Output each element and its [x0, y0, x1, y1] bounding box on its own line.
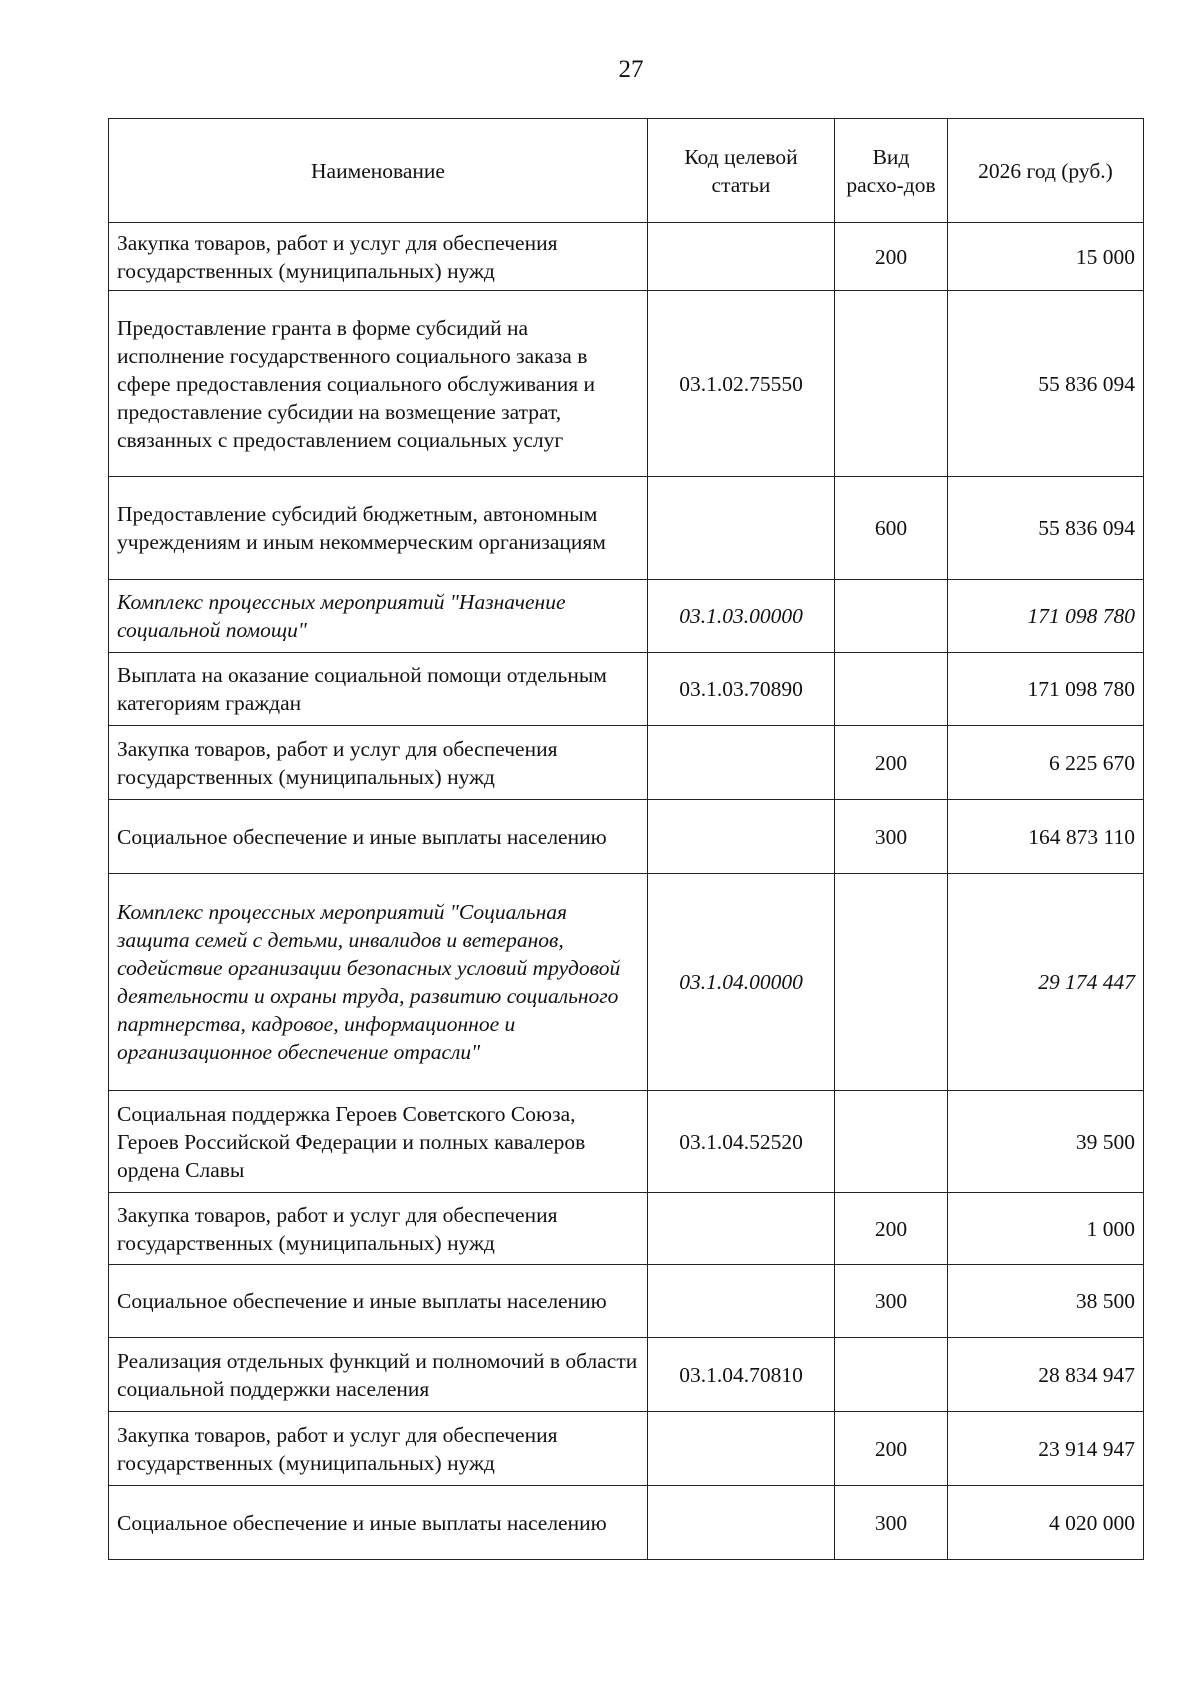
page-number: 27: [618, 56, 644, 83]
row-code: 03.1.04.70810: [648, 1338, 835, 1412]
table-header-row: [109, 119, 1144, 223]
row-name: Выплата на оказание социальной помощи отдельным категориям граждан: [109, 653, 648, 726]
row-code: [648, 1412, 835, 1486]
row-sum: 38 500: [948, 1265, 1144, 1338]
row-name: Предоставление гранта в форме субсидий на исполнение государственного социального заказа в сфере предоставления социального обслуживания и предоставление субсидии на возмещение затрат, связанных с предоставлением социальных услуг: [109, 291, 648, 477]
row-sum: 28 834 947: [948, 1338, 1144, 1412]
row-kind: [835, 874, 948, 1091]
table-row: [109, 223, 1144, 291]
row-code: [648, 800, 835, 874]
table-row: [109, 653, 1144, 726]
row-code: [648, 1486, 835, 1560]
table-row: [109, 1193, 1144, 1265]
table-row: [109, 726, 1144, 800]
row-kind: [835, 580, 948, 653]
table-row: [109, 1412, 1144, 1486]
row-kind: 200: [835, 726, 948, 800]
row-name: Закупка товаров, работ и услуг для обеспечения государственных (муниципальных) нужд: [109, 1412, 648, 1486]
row-sum: 171 098 780: [948, 653, 1144, 726]
row-sum: 23 914 947: [948, 1412, 1144, 1486]
table-row: [109, 800, 1144, 874]
row-kind: 200: [835, 223, 948, 291]
table-row: [109, 1338, 1144, 1412]
row-name: Закупка товаров, работ и услуг для обеспечения государственных (муниципальных) нужд: [109, 726, 648, 800]
row-code: [648, 726, 835, 800]
budget-table: [108, 118, 1144, 1560]
header-name: Наименование: [109, 119, 648, 223]
row-code: [648, 1265, 835, 1338]
table-row: [109, 291, 1144, 477]
row-name: Предоставление субсидий бюджетным, автономным учреждениям и иным некоммерческим организациям: [109, 477, 648, 580]
row-code: [648, 477, 835, 580]
row-sum: 55 836 094: [948, 477, 1144, 580]
row-sum: 15 000: [948, 223, 1144, 291]
header-code: Код целевой статьи: [648, 119, 835, 223]
row-kind: 300: [835, 1486, 948, 1560]
row-sum: 4 020 000: [948, 1486, 1144, 1560]
header-sum: 2026 год (руб.): [948, 119, 1144, 223]
row-name: Социальное обеспечение и иные выплаты населению: [109, 800, 648, 874]
table-row: [109, 1265, 1144, 1338]
row-name: Комплекс процессных мероприятий "Назначение социальной помощи": [109, 580, 648, 653]
row-kind: 200: [835, 1193, 948, 1265]
row-sum: 29 174 447: [948, 874, 1144, 1091]
header-kind: Вид расхо-дов: [835, 119, 948, 223]
row-sum: 164 873 110: [948, 800, 1144, 874]
row-kind: 200: [835, 1412, 948, 1486]
row-kind: [835, 291, 948, 477]
row-kind: 300: [835, 800, 948, 874]
table-row: [109, 1486, 1144, 1560]
row-name: Социальное обеспечение и иные выплаты населению: [109, 1486, 648, 1560]
table-row: [109, 874, 1144, 1091]
table-row: [109, 477, 1144, 580]
row-name: Социальная поддержка Героев Советского Союза, Героев Российской Федерации и полных кавалеров ордена Славы: [109, 1091, 648, 1193]
row-kind: 600: [835, 477, 948, 580]
row-code: 03.1.03.70890: [648, 653, 835, 726]
row-code: 03.1.03.00000: [648, 580, 835, 653]
row-sum: 171 098 780: [948, 580, 1144, 653]
row-name: Комплекс процессных мероприятий "Социальная защита семей с детьми, инвалидов и ветеранов, содействие организации безопасных условий трудовой деятельности и охраны труда, развитию социального партнерства, кадровое, информационное и организационное обеспечение отрасли": [109, 874, 648, 1091]
row-name: Закупка товаров, работ и услуг для обеспечения государственных (муниципальных) нужд: [109, 1193, 648, 1265]
row-sum: 6 225 670: [948, 726, 1144, 800]
table-row: [109, 1091, 1144, 1193]
row-code: [648, 223, 835, 291]
row-sum: 55 836 094: [948, 291, 1144, 477]
row-kind: [835, 653, 948, 726]
row-name: Реализация отдельных функций и полномочий в области социальной поддержки населения: [109, 1338, 648, 1412]
row-sum: 1 000: [948, 1193, 1144, 1265]
row-code: 03.1.04.00000: [648, 874, 835, 1091]
table-row: [109, 580, 1144, 653]
row-kind: [835, 1338, 948, 1412]
row-kind: [835, 1091, 948, 1193]
row-name: Социальное обеспечение и иные выплаты населению: [109, 1265, 648, 1338]
row-code: 03.1.02.75550: [648, 291, 835, 477]
row-kind: 300: [835, 1265, 948, 1338]
row-code: 03.1.04.52520: [648, 1091, 835, 1193]
row-name: Закупка товаров, работ и услуг для обеспечения государственных (муниципальных) нужд: [109, 223, 648, 291]
row-sum: 39 500: [948, 1091, 1144, 1193]
row-code: [648, 1193, 835, 1265]
